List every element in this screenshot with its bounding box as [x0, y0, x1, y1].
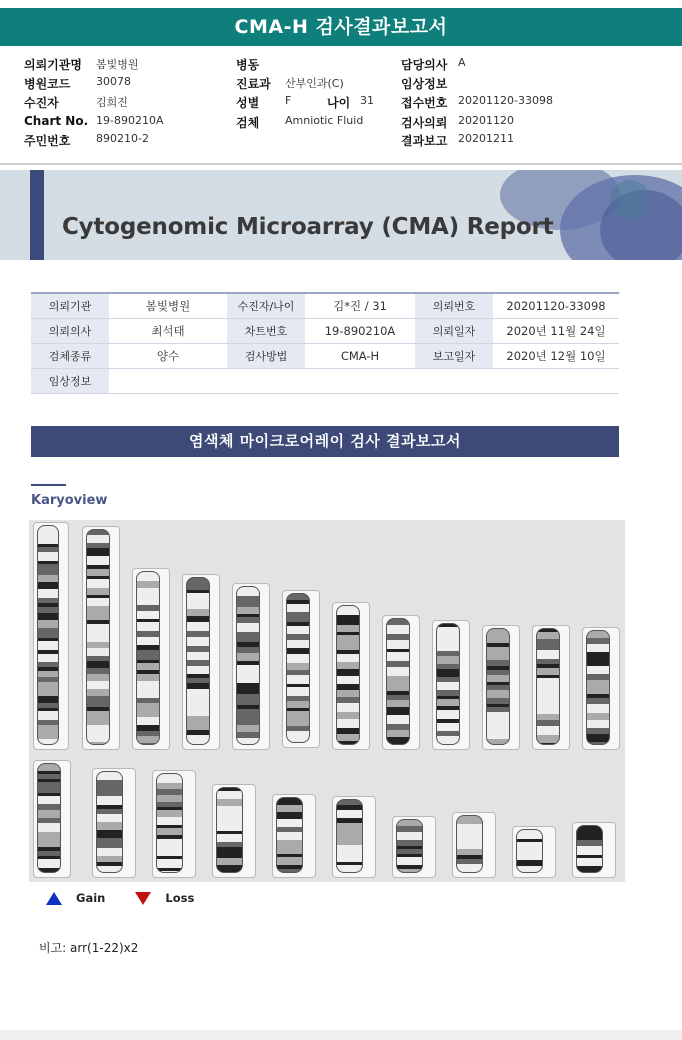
- info-label: 검사의뢰: [401, 116, 448, 130]
- chromosome-ideogram: [396, 819, 423, 873]
- info-label: 검체: [236, 116, 260, 130]
- info-label: 성별: [236, 96, 260, 110]
- table-cell: 봄빛병원: [109, 293, 227, 318]
- info-label: 병원코드: [24, 77, 71, 91]
- info-value: 봄빛병원: [96, 58, 139, 71]
- banner-decoration: [610, 180, 650, 220]
- loss-triangle-icon: [135, 892, 151, 905]
- chromosome-ideogram: [486, 628, 510, 745]
- chromosome-box: [572, 822, 616, 878]
- info-value: 산부인과(C): [285, 77, 344, 90]
- info-value: 31: [360, 94, 374, 107]
- banner-stripe: [30, 170, 44, 260]
- karyoview-underline: [31, 484, 66, 486]
- info-row: [24, 114, 664, 132]
- table-cell: [109, 368, 619, 393]
- chromosome-box: [132, 568, 170, 750]
- table-cell: 김*진 / 31: [305, 293, 415, 318]
- chromosome-ideogram: [576, 825, 603, 873]
- request-info-table: [31, 292, 619, 394]
- chromosome-ideogram: [286, 593, 310, 743]
- chromosome-box: [182, 574, 220, 750]
- info-row: [24, 75, 664, 93]
- section-title: 염색체 마이크로어레이 검사 결과보고서: [189, 432, 461, 450]
- remark-text: 비고: arr(1-22)x2: [39, 941, 139, 955]
- karyoview-panel: [29, 520, 625, 882]
- info-value: 890210-2: [96, 132, 149, 145]
- divider: [0, 163, 682, 165]
- info-label: 나이: [327, 96, 351, 110]
- chromosome-ideogram: [86, 529, 110, 745]
- info-label: 수진자: [24, 96, 59, 110]
- table-cell: CMA-H: [305, 343, 415, 368]
- chromosome-box: [92, 768, 136, 878]
- chromosome-ideogram: [186, 577, 210, 745]
- info-label: 임상정보: [401, 77, 448, 91]
- chromosome-box: [512, 826, 556, 878]
- table-header-cell: 검체종류: [31, 343, 109, 368]
- info-value: 19-890210A: [96, 114, 164, 127]
- table-header-cell: 수진자/나이: [227, 293, 305, 318]
- section-title-bar: [31, 426, 619, 457]
- chromosome-ideogram: [37, 525, 59, 745]
- table-header-cell: 검사방법: [227, 343, 305, 368]
- chromosome-ideogram: [516, 829, 543, 873]
- chromosome-box: [33, 522, 69, 750]
- report-title: CMA-H 검사결과보고서: [234, 16, 448, 38]
- report-banner: [0, 170, 682, 260]
- info-label: 담당의사: [401, 58, 448, 72]
- report-header-bar: [0, 8, 682, 46]
- chromosome-box: [232, 583, 270, 750]
- chromosome-ideogram: [436, 623, 460, 745]
- legend-gain-label: Gain: [76, 891, 106, 905]
- chromosome-box: [392, 816, 436, 878]
- table-header-cell: 의뢰일자: [415, 318, 493, 343]
- legend: [46, 891, 194, 905]
- chromosome-ideogram: [386, 618, 410, 745]
- info-row: [24, 94, 664, 112]
- info-label: 진료과: [236, 77, 271, 91]
- info-label: 접수번호: [401, 96, 448, 110]
- table-cell: 2020년 11월 24일: [493, 318, 619, 343]
- chromosome-ideogram: [586, 630, 610, 745]
- chromosome-ideogram: [236, 586, 260, 745]
- table-row: [31, 318, 619, 343]
- info-value: Amniotic Fluid: [285, 114, 364, 127]
- chromosome-box: [582, 627, 620, 750]
- table-header-cell: 보고일자: [415, 343, 493, 368]
- table-header-cell: 의뢰의사: [31, 318, 109, 343]
- chromosome-box: [482, 625, 520, 750]
- chromosome-box: [33, 760, 71, 878]
- info-value: 김희진: [96, 96, 128, 109]
- table-cell: 19-890210A: [305, 318, 415, 343]
- chromosome-box: [432, 620, 470, 750]
- chromosome-ideogram: [96, 771, 123, 873]
- table-cell: 최석태: [109, 318, 227, 343]
- chromosome-box: [272, 794, 316, 878]
- chromosome-box: [212, 784, 256, 878]
- karyoview-title: Karyoview: [31, 493, 108, 508]
- info-label: 결과보고: [401, 134, 448, 148]
- banner-title: Cytogenomic Microarray (CMA) Report: [62, 214, 554, 240]
- table-header-cell: 의뢰기관: [31, 293, 109, 318]
- info-value: 20201120: [458, 114, 514, 127]
- info-value: 20201211: [458, 132, 514, 145]
- table-row: [31, 368, 619, 393]
- chromosome-ideogram: [37, 763, 61, 873]
- info-label: 주민번호: [24, 134, 71, 148]
- info-label: 의뢰기관명: [24, 58, 82, 72]
- info-row: [24, 56, 664, 74]
- info-value: 20201120-33098: [458, 94, 553, 107]
- chromosome-ideogram: [536, 628, 560, 745]
- chromosome-box: [282, 590, 320, 748]
- chromosome-box: [332, 796, 376, 878]
- chromosome-ideogram: [136, 571, 160, 745]
- info-label: 병동: [236, 58, 260, 72]
- table-cell: 2020년 12월 10일: [493, 343, 619, 368]
- table-cell: 양수: [109, 343, 227, 368]
- chromosome-ideogram: [216, 787, 243, 873]
- chromosome-ideogram: [156, 773, 183, 873]
- chromosome-box: [332, 602, 370, 750]
- info-value: F: [285, 94, 292, 107]
- chromosome-ideogram: [276, 797, 303, 873]
- info-value: 30078: [96, 75, 131, 88]
- chromosome-box: [382, 615, 420, 750]
- info-label: Chart No.: [24, 114, 89, 128]
- chromosome-box: [532, 625, 570, 750]
- patient-info-grid: [24, 56, 664, 156]
- chromosome-ideogram: [336, 605, 360, 745]
- table-row: [31, 293, 619, 318]
- info-value: A: [458, 56, 466, 69]
- info-row: [24, 132, 664, 150]
- table-header-cell: 차트번호: [227, 318, 305, 343]
- chromosome-box: [152, 770, 196, 878]
- chromosome-box: [452, 812, 496, 878]
- table-header-cell: 임상정보: [31, 368, 109, 393]
- chromosome-ideogram: [456, 815, 483, 873]
- chromosome-ideogram: [336, 799, 363, 873]
- table-row: [31, 343, 619, 368]
- footer-strip: [0, 1030, 682, 1040]
- gain-triangle-icon: [46, 892, 62, 905]
- table-header-cell: 의뢰번호: [415, 293, 493, 318]
- legend-loss-label: Loss: [165, 891, 195, 905]
- table-cell: 20201120-33098: [493, 293, 619, 318]
- chromosome-box: [82, 526, 120, 750]
